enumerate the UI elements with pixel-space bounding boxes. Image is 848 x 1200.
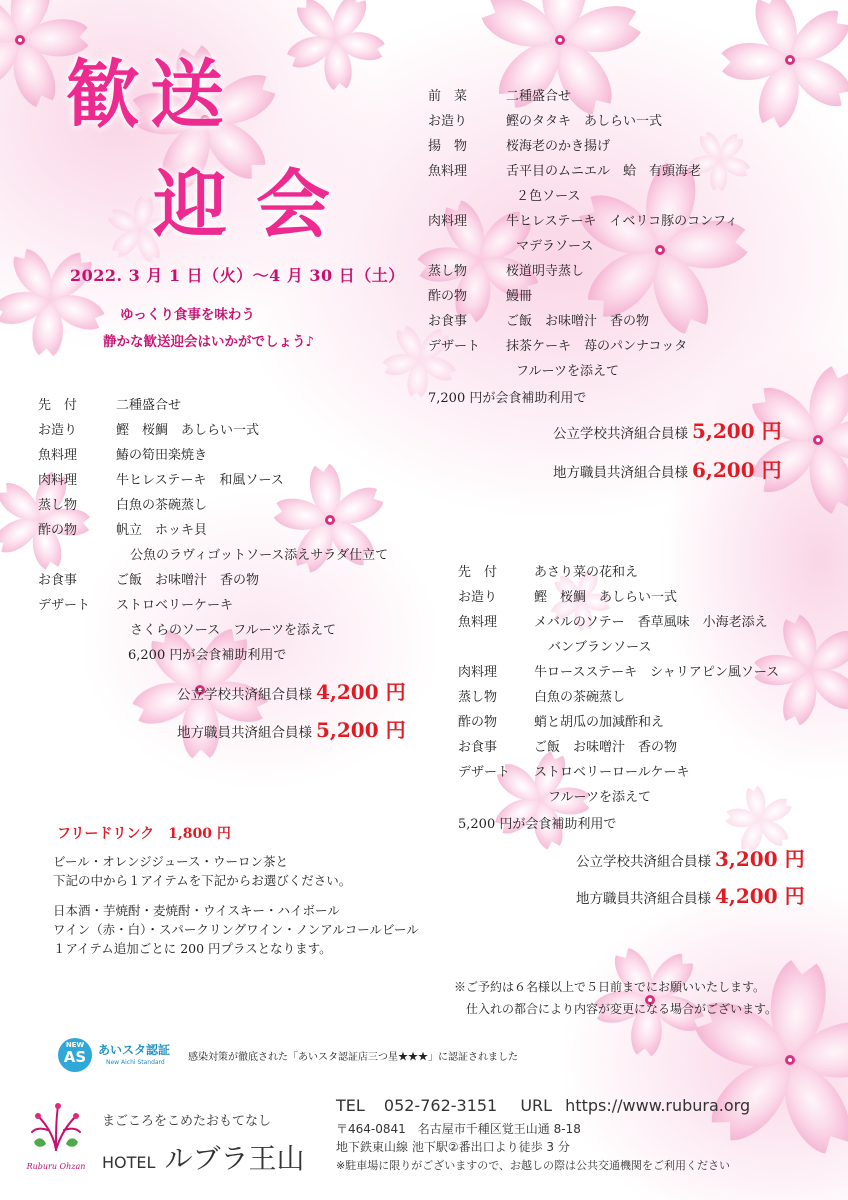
- menu-category: 肉料理: [38, 473, 78, 488]
- menu-item: フルーツを添えて: [516, 364, 619, 379]
- course-c-price-2: [576, 880, 805, 909]
- menu-row: [428, 259, 828, 284]
- free-drink-line: １アイテム追加ごとに 200 円プラスとなります。: [53, 941, 332, 956]
- menu-item: あさり菜の花和え: [534, 565, 639, 580]
- contact-address: 〒464-0841 名古屋市千種区覚王山通 8-18: [336, 1122, 581, 1136]
- contact-access: 地下鉄東山線 池下駅②番出口より徒歩 3 分: [336, 1140, 570, 1154]
- menu-item: 二種盛合せ: [116, 398, 182, 413]
- menu-item: さくらのソース フルーツを添えて: [130, 623, 337, 638]
- menu-item: ストロベリーロールケーキ: [534, 765, 690, 780]
- menu-row: [458, 760, 838, 785]
- hotel-name-main: ルブラ王山: [164, 1142, 305, 1175]
- menu-item: フルーツを添えて: [548, 790, 651, 805]
- free-drink-line: ワイン（赤・白）・スパークリングワイン・ノンアルコールビール: [53, 922, 419, 937]
- certification-text: 感染対策が徹底された「あいスタ認証店三つ星★★★」に認証されました: [188, 1052, 518, 1063]
- menu-row: [38, 593, 458, 618]
- menu-item: 蛸と胡瓜の加減酢和え: [534, 715, 665, 730]
- menu-item: 舌平目のムニエル 蛤 有頭海老: [506, 164, 702, 179]
- menu-category: 魚料理: [458, 615, 498, 630]
- menu-category: 酢の物: [428, 289, 468, 304]
- change-note: 仕入れの都合により内容が変更になる場合がございます。: [466, 1002, 778, 1016]
- course-c-menu: [458, 560, 838, 837]
- menu-row: [458, 685, 838, 710]
- menu-row: [38, 468, 458, 493]
- menu-category: 蒸し物: [428, 264, 468, 279]
- menu-row: [458, 635, 838, 660]
- menu-row: [38, 393, 458, 418]
- menu-item: 鰆の筍田楽焼き: [116, 448, 208, 463]
- menu-item: メバルのソテー 香草風味 小海老添え: [534, 615, 768, 630]
- hotel-name: [102, 1137, 305, 1177]
- menu-category: 蒸し物: [458, 690, 498, 705]
- menu-row: [458, 660, 838, 685]
- menu-row: [38, 418, 458, 443]
- title-char: 送: [150, 52, 224, 138]
- menu-row: [458, 560, 838, 585]
- menu-row: [428, 159, 828, 184]
- free-drink-line: 日本酒・芋焼酎・麦焼酎・ウイスキー・ハイボール: [53, 903, 340, 918]
- menu-category: [38, 543, 116, 568]
- hotel-slogan: まごころをこめたおもてなし: [102, 1114, 272, 1129]
- price-amount: 5,200 円: [692, 419, 782, 443]
- tel-number[interactable]: 052-762-3151: [383, 1096, 498, 1115]
- badge-as-text: AS: [63, 1048, 87, 1066]
- course-b-subsidy: 7,200 円が会食補助利用で: [428, 391, 587, 406]
- menu-row: [428, 209, 828, 234]
- menu-item: ストロベリーケーキ: [116, 598, 234, 613]
- course-a-subsidy: 6,200 円が会食補助利用で: [128, 648, 287, 663]
- menu-row: [38, 443, 458, 468]
- menu-item: ご飯 お味噌汁 香の物: [506, 314, 650, 329]
- contact-phone-url: [336, 1096, 750, 1115]
- menu-row: [38, 568, 458, 593]
- tel-label: TEL: [336, 1096, 365, 1115]
- logo-caption: Ruburu Ohzan: [26, 1162, 86, 1171]
- menu-category: 魚料理: [38, 448, 78, 463]
- course-a-menu: [38, 393, 458, 668]
- menu-item: 鰻冊: [506, 289, 533, 304]
- menu-item: 公魚のラヴィゴットソース添えサラダ仕立て: [130, 548, 389, 563]
- menu-row: [38, 493, 458, 518]
- menu-category: 先 付: [38, 398, 78, 413]
- menu-row: [428, 309, 828, 334]
- price-amount: 3,200 円: [715, 847, 805, 871]
- menu-category: お造り: [428, 114, 468, 129]
- price-amount: 5,200 円: [316, 718, 406, 742]
- parking-note: ※駐車場に限りがございますので、お越しの際は公共交通機関をご利用ください: [336, 1159, 730, 1172]
- course-b-menu: [428, 84, 828, 411]
- menu-category: お食事: [428, 314, 468, 329]
- menu-item: 帆立 ホッキ貝: [116, 523, 208, 538]
- menu-category: [428, 359, 506, 384]
- menu-category: [428, 184, 506, 209]
- badge-subtitle: New Aichi Standard: [106, 1059, 165, 1066]
- menu-category: お食事: [38, 573, 78, 588]
- menu-item: 鰹のタタキ あしらい一式: [506, 114, 663, 129]
- menu-row: [428, 359, 828, 384]
- flower-logo-icon: [24, 1098, 88, 1158]
- course-b-price-2: [553, 454, 782, 483]
- menu-item: 白魚の茶碗蒸し: [116, 498, 208, 513]
- menu-category: 先 付: [458, 565, 498, 580]
- menu-item: 抹茶ケーキ 苺のパンナコッタ: [506, 339, 688, 354]
- menu-row: [458, 710, 838, 735]
- menu-row: [428, 234, 828, 259]
- course-c-price-1: [576, 843, 805, 872]
- aisuta-logo-icon: [58, 1038, 92, 1072]
- url-label: URL: [520, 1096, 553, 1115]
- menu-row: [458, 610, 838, 635]
- menu-category: デザート: [428, 339, 481, 354]
- menu-category: 酢の物: [458, 715, 498, 730]
- member-label: 公立学校共済組合員様: [553, 426, 688, 442]
- menu-category: [38, 618, 116, 643]
- menu-item: 鰹 桜鯛 あしらい一式: [534, 590, 678, 605]
- menu-category: [458, 635, 534, 660]
- course-b-price-1: [553, 415, 782, 444]
- menu-category: 肉料理: [458, 665, 498, 680]
- menu-item: 桜海老のかき揚げ: [506, 139, 611, 154]
- menu-category: 肉料理: [428, 214, 468, 229]
- course-c-subsidy: 5,200 円が会食補助利用で: [458, 817, 617, 832]
- menu-item: 牛ロースステーキ シャリアピン風ソース: [534, 665, 780, 680]
- hotel-logo: [24, 1098, 88, 1170]
- menu-category: [458, 785, 534, 810]
- reservation-note: ※ご予約は６名様以上で５日前までにお願いいたします。: [454, 980, 766, 994]
- menu-category: 揚 物: [428, 139, 468, 154]
- menu-item: 牛ヒレステーキ イベリコ豚のコンフィ: [506, 214, 739, 229]
- menu-item: 二種盛合せ: [506, 89, 572, 104]
- menu-row: [428, 334, 828, 359]
- menu-item: ご飯 お味噌汁 香の物: [534, 740, 678, 755]
- hotel-name-prefix: HOTEL: [102, 1153, 156, 1172]
- price-amount: 6,200 円: [692, 458, 782, 482]
- price-amount: 4,200 円: [715, 884, 805, 908]
- menu-item: ２色ソース: [516, 189, 581, 204]
- menu-item: 桜道明寺蒸し: [506, 264, 585, 279]
- member-label: 地方職員共済組合員様: [576, 891, 711, 907]
- member-label: 公立学校共済組合員様: [177, 687, 312, 703]
- menu-row: [428, 84, 828, 109]
- menu-row: [38, 618, 458, 643]
- menu-row: [428, 184, 828, 209]
- menu-row: [38, 518, 458, 543]
- menu-item: ご飯 お味噌汁 香の物: [116, 573, 260, 588]
- menu-row: [458, 585, 838, 610]
- menu-item: 白魚の茶碗蒸し: [534, 690, 626, 705]
- menu-category: 蒸し物: [38, 498, 78, 513]
- free-drink-line: 下記の中から１アイテムを下記からお選びください。: [53, 873, 352, 888]
- menu-category: 魚料理: [428, 164, 468, 179]
- menu-row: [38, 543, 458, 568]
- badge-new-text: NEW: [65, 1041, 85, 1049]
- menu-category: デザート: [458, 765, 511, 780]
- menu-category: お食事: [458, 740, 498, 755]
- title-char: 迎: [153, 162, 227, 248]
- menu-row: [428, 109, 828, 134]
- menu-item: 鰹 桜鯛 あしらい一式: [116, 423, 260, 438]
- title-char: 歓: [66, 52, 140, 138]
- menu-category: お造り: [38, 423, 78, 438]
- menu-row: [458, 785, 838, 810]
- title-char: 会: [256, 162, 330, 248]
- menu-row: [458, 735, 838, 760]
- badge-name: あいスタ認証: [98, 1043, 171, 1057]
- menu-category: 前 菜: [428, 89, 468, 104]
- menu-category: お造り: [458, 590, 498, 605]
- event-period: 2022. 3 月 1 日（火）～4 月 30 日（土）: [70, 266, 405, 285]
- tagline-line-1: ゆっくり食事を味わう: [120, 307, 255, 323]
- aisuta-badge: [58, 1038, 208, 1074]
- menu-item: バンブランソース: [548, 640, 652, 655]
- menu-category: デザート: [38, 598, 91, 613]
- menu-category: 酢の物: [38, 523, 78, 538]
- member-label: 地方職員共済組合員様: [553, 465, 688, 481]
- menu-category: [428, 234, 506, 259]
- menu-item: 牛ヒレステーキ 和風ソース: [116, 473, 284, 488]
- menu-row: [428, 134, 828, 159]
- website-link[interactable]: https://www.rubura.org: [565, 1096, 751, 1115]
- course-a-price-2: [177, 714, 406, 743]
- member-label: 公立学校共済組合員様: [576, 854, 711, 870]
- menu-item: マデラソース: [516, 239, 594, 254]
- tagline-line-2: 静かな歓送迎会はいかがでしょう♪: [103, 334, 315, 350]
- free-drink-title: フリードリンク 1,800 円: [57, 826, 231, 842]
- course-a-price-1: [177, 676, 406, 705]
- member-label: 地方職員共済組合員様: [177, 725, 312, 741]
- price-amount: 4,200 円: [316, 680, 406, 704]
- free-drink-line: ビール・オレンジジュース・ウーロン茶と: [53, 854, 288, 869]
- menu-row: [428, 284, 828, 309]
